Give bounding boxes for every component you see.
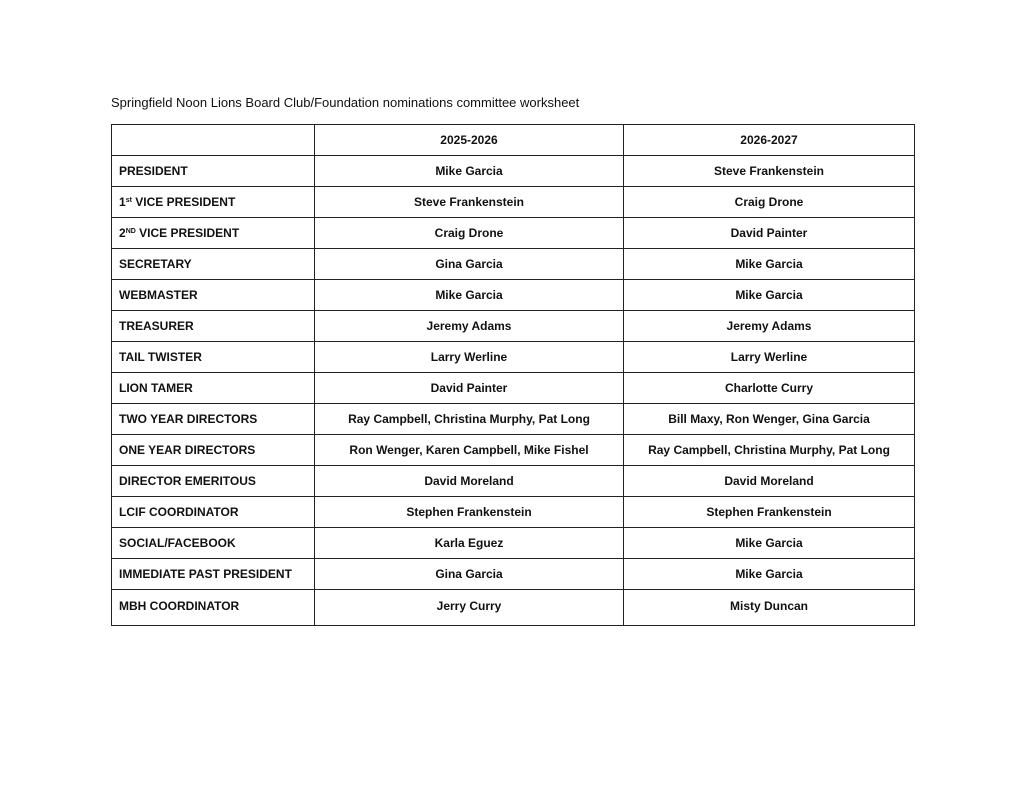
role-cell xyxy=(112,187,315,218)
nominee-2026-cell: Jeremy Adams xyxy=(624,311,915,342)
nominee-2025-cell: Larry Werline xyxy=(315,342,624,373)
role-cell: LCIF COORDINATOR xyxy=(112,497,315,528)
nominee-2025-cell: Gina Garcia xyxy=(315,559,624,590)
header-role xyxy=(112,125,315,156)
nominee-2026-cell: Stephen Frankenstein xyxy=(624,497,915,528)
header-2025-2026: 2025-2026 xyxy=(315,125,624,156)
role-cell: PRESIDENT xyxy=(112,156,315,187)
nominee-2025-cell: Mike Garcia xyxy=(315,156,624,187)
nominee-2025-cell: Steve Frankenstein xyxy=(315,187,624,218)
table-row xyxy=(112,187,915,218)
role-cell: TREASURER xyxy=(112,311,315,342)
role-cell: DIRECTOR EMERITOUS xyxy=(112,466,315,497)
nominee-2026-cell: Charlotte Curry xyxy=(624,373,915,404)
nominee-2026-cell: Bill Maxy, Ron Wenger, Gina Garcia xyxy=(624,404,915,435)
table-row xyxy=(112,528,915,559)
role-cell xyxy=(112,218,315,249)
table-row xyxy=(112,156,915,187)
nominee-2025-cell: David Painter xyxy=(315,373,624,404)
role-cell: IMMEDIATE PAST PRESIDENT xyxy=(112,559,315,590)
nominee-2025-cell: Ray Campbell, Christina Murphy, Pat Long xyxy=(315,404,624,435)
nominee-2025-cell: David Moreland xyxy=(315,466,624,497)
nominee-2026-cell: Ray Campbell, Christina Murphy, Pat Long xyxy=(624,435,915,466)
table-row xyxy=(112,466,915,497)
table-row xyxy=(112,373,915,404)
nominee-2026-cell: Steve Frankenstein xyxy=(624,156,915,187)
role-cell: TWO YEAR DIRECTORS xyxy=(112,404,315,435)
table-header-row xyxy=(112,125,915,156)
nominations-table xyxy=(111,124,915,626)
table-row xyxy=(112,497,915,528)
nominee-2026-cell: Mike Garcia xyxy=(624,280,915,311)
table-row xyxy=(112,404,915,435)
table-row xyxy=(112,218,915,249)
nominee-2025-cell: Gina Garcia xyxy=(315,249,624,280)
role-cell: SOCIAL/FACEBOOK xyxy=(112,528,315,559)
role-ordinal: 2 xyxy=(119,226,126,240)
role-ordinal-suffix: st xyxy=(125,197,132,204)
nominee-2026-cell: Craig Drone xyxy=(624,187,915,218)
nominee-2025-cell: Mike Garcia xyxy=(315,280,624,311)
table-row xyxy=(112,342,915,373)
document-title: Springfield Noon Lions Board Club/Foundation nominations committee worksheet xyxy=(111,95,580,110)
nominee-2025-cell: Jeremy Adams xyxy=(315,311,624,342)
nominee-2025-cell: Karla Eguez xyxy=(315,528,624,559)
role-cell: SECRETARY xyxy=(112,249,315,280)
nominee-2026-cell: Mike Garcia xyxy=(624,249,915,280)
role-cell: LION TAMER xyxy=(112,373,315,404)
table-row xyxy=(112,590,915,626)
nominee-2025-cell: Craig Drone xyxy=(315,218,624,249)
role-title: VICE PRESIDENT xyxy=(135,226,240,240)
role-cell: WEBMASTER xyxy=(112,280,315,311)
nominee-2025-cell: Stephen Frankenstein xyxy=(315,497,624,528)
nominee-2026-cell: Mike Garcia xyxy=(624,559,915,590)
table-row xyxy=(112,559,915,590)
nominee-2026-cell: Larry Werline xyxy=(624,342,915,373)
table-row xyxy=(112,249,915,280)
role-ordinal-suffix: ND xyxy=(125,228,136,235)
nominee-2025-cell: Ron Wenger, Karen Campbell, Mike Fishel xyxy=(315,435,624,466)
header-2026-2027: 2026-2027 xyxy=(624,125,915,156)
nominee-2026-cell: David Painter xyxy=(624,218,915,249)
role-ordinal: 1 xyxy=(119,195,126,209)
nominee-2025-cell: Jerry Curry xyxy=(315,590,624,626)
nominee-2026-cell: Misty Duncan xyxy=(624,590,915,626)
role-cell: TAIL TWISTER xyxy=(112,342,315,373)
table-row xyxy=(112,280,915,311)
table-row xyxy=(112,311,915,342)
nominee-2026-cell: Mike Garcia xyxy=(624,528,915,559)
role-cell: ONE YEAR DIRECTORS xyxy=(112,435,315,466)
nominee-2026-cell: David Moreland xyxy=(624,466,915,497)
role-cell: MBH COORDINATOR xyxy=(112,590,315,626)
table-row xyxy=(112,435,915,466)
role-title: VICE PRESIDENT xyxy=(131,195,236,209)
